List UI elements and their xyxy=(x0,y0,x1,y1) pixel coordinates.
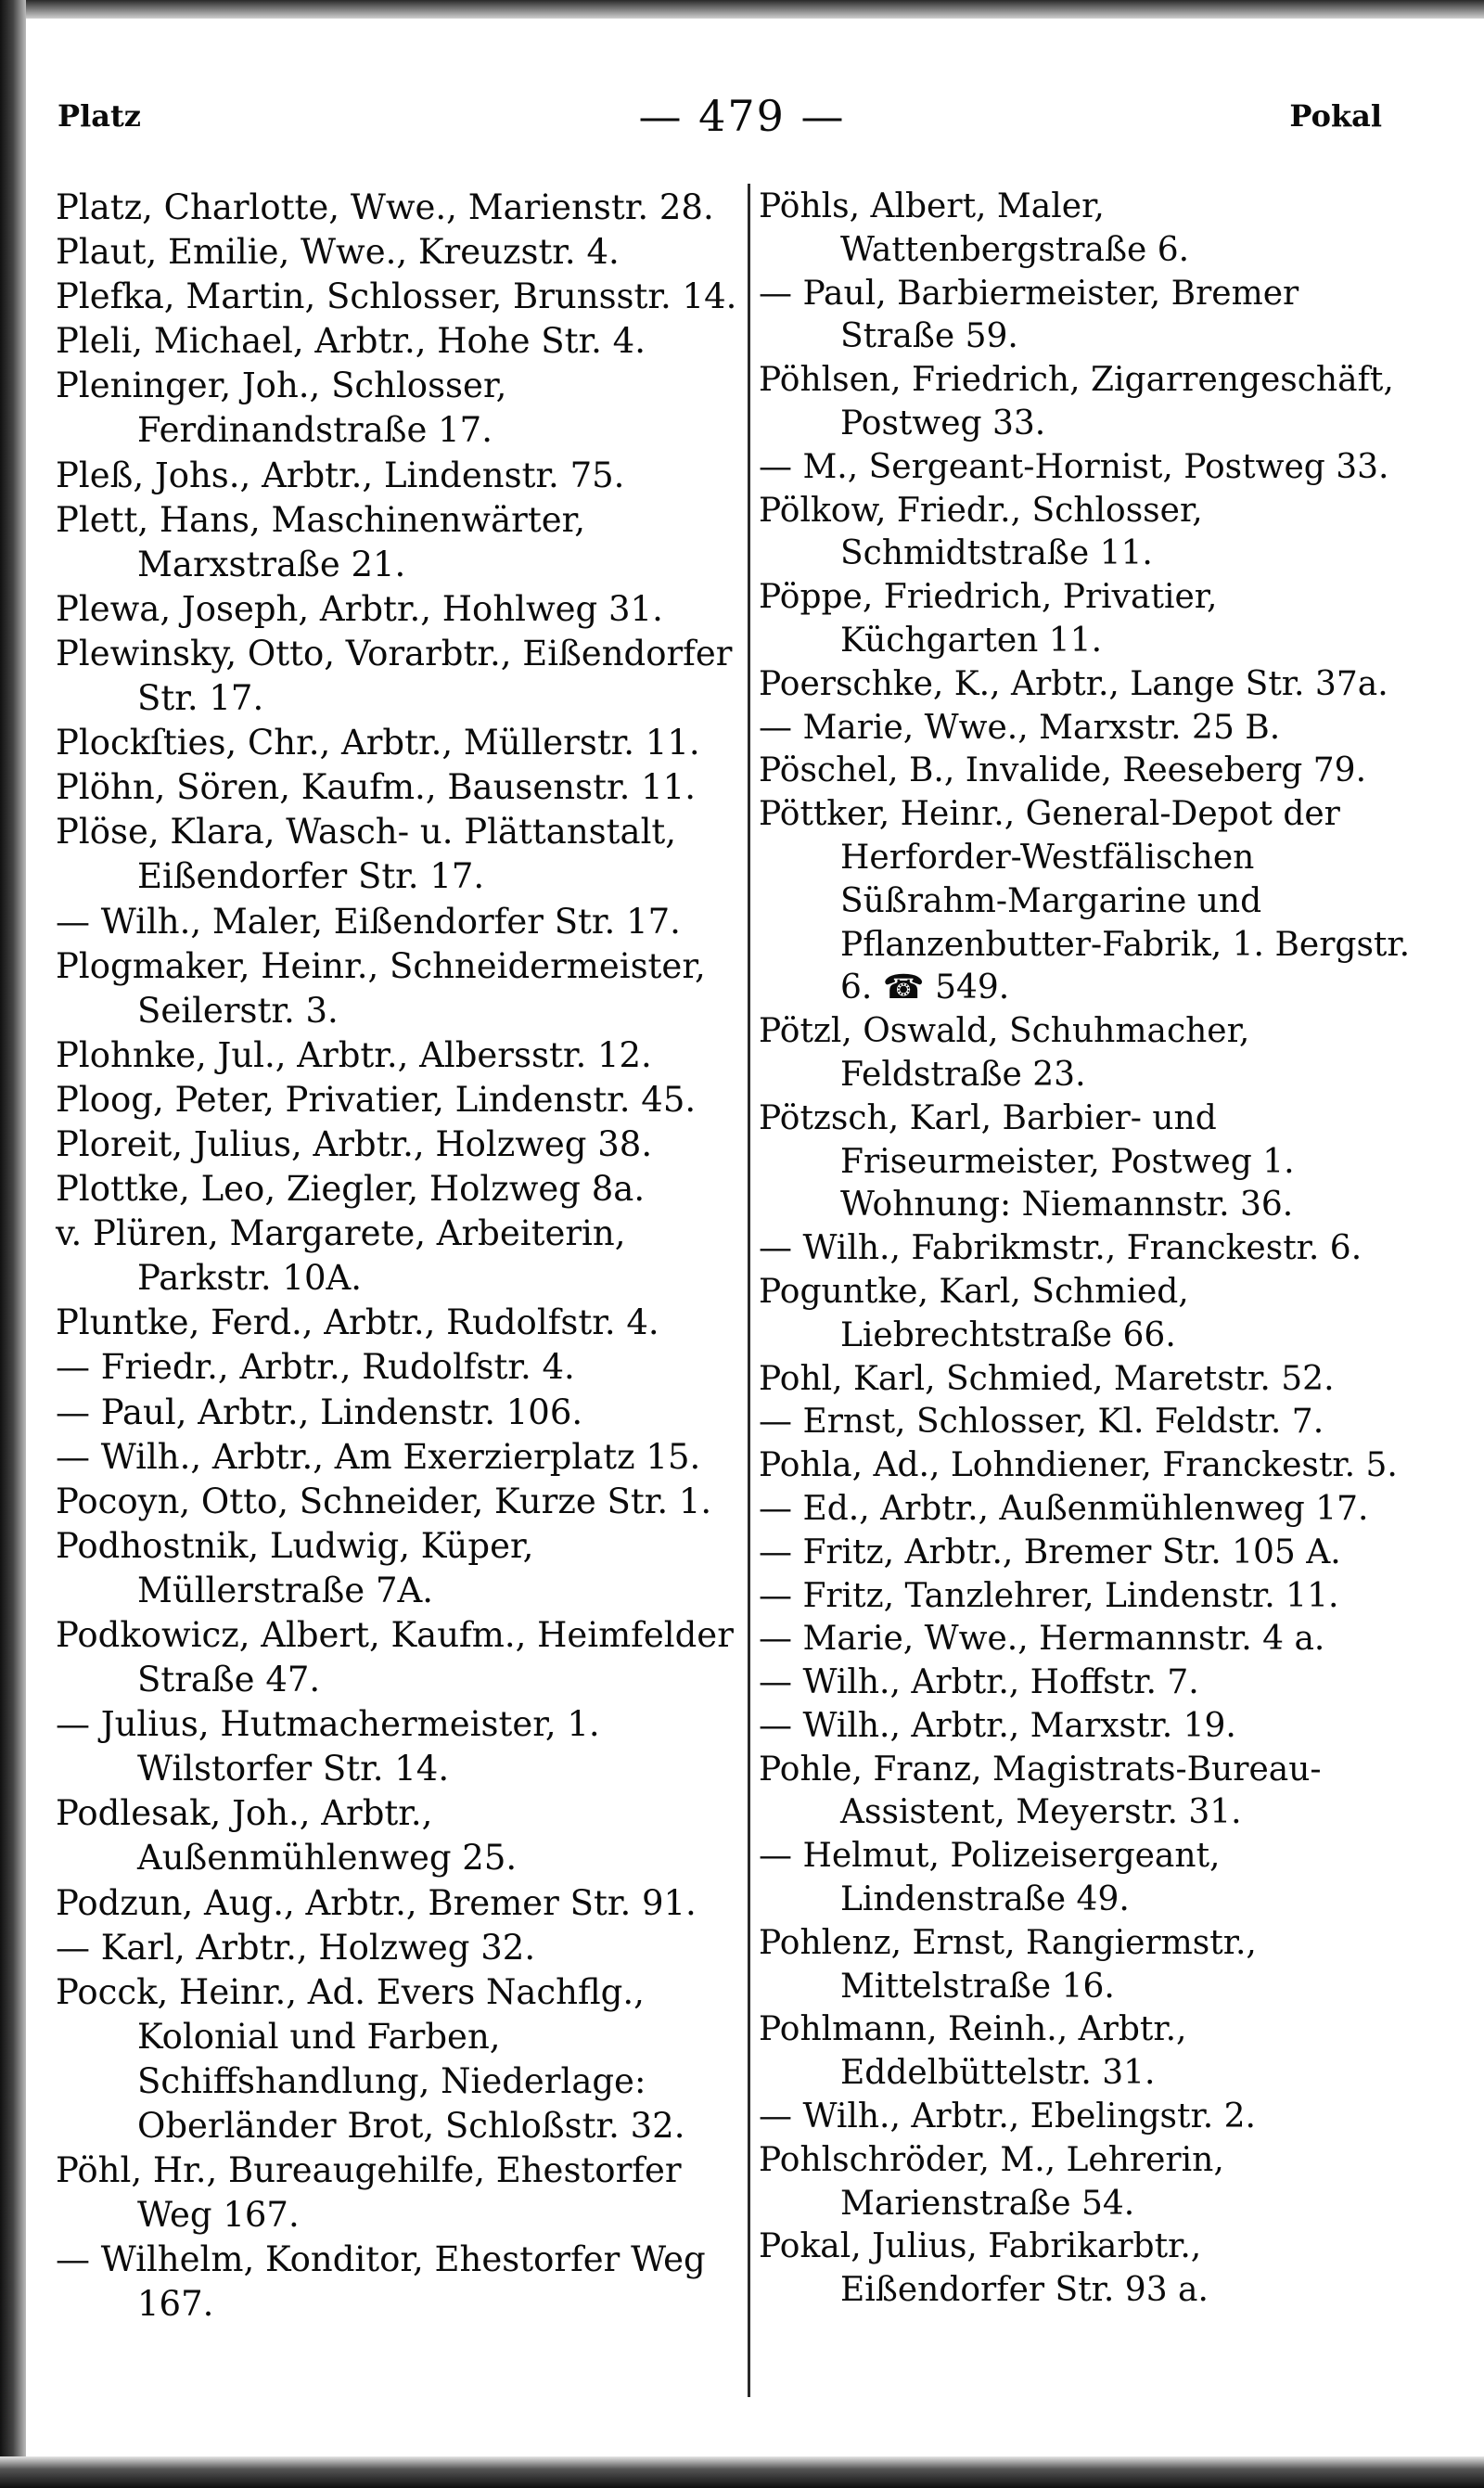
directory-entry: — Ernst, Schlosser, Kl. Feldstr. 7. xyxy=(759,1403,1324,1442)
scan-edge-bottom xyxy=(0,2456,1484,2488)
directory-entry: — Fritz, Arbtr., Bremer Str. 105 A. xyxy=(759,1533,1341,1571)
directory-entry: Pocoyn, Otto, Schneider, Kurze Str. 1. xyxy=(56,1481,712,1521)
right-column xyxy=(759,186,1413,2313)
directory-entry: Pocck, Heinr., Ad. Evers Nachflg., Kolonial und Farben, Schiffshandlung, Niederlage: Oberländer Brot, Schloßstr. 32. xyxy=(56,1971,685,2147)
directory-entry: Platz, Charlotte, Wwe., Marienstr. 28. xyxy=(56,187,714,227)
directory-entry: Pölkow, Friedr., Schlosser, Schmidtstraße 11. xyxy=(759,491,1203,573)
directory-entry: Plaut, Emilie, Wwe., Kreuzstr. 4. xyxy=(56,232,620,273)
directory-entry: Pleninger, Joh., Schlosser, Ferdinandstraße 17. xyxy=(56,366,507,451)
directory-entry: Pöppe, Friedrich, Privatier, Küchgarten 11. xyxy=(759,578,1218,660)
directory-entry: Pöttker, Heinr., General-Depot der Herforder-Westfälischen Süßrahm-Margarine und Pflanzenbutter-Fabrik, 1. Bergstr. 6. ☎ 549. xyxy=(759,795,1411,1007)
directory-entry: — Wilhelm, Konditor, Ehestorfer Weg 167. xyxy=(56,2239,706,2325)
directory-entry: Plohnke, Jul., Arbtr., Albersstr. 12. xyxy=(56,1034,652,1075)
directory-entry: Podhostnik, Ludwig, Küper, Müllerstraße 7A. xyxy=(56,1525,534,1610)
directory-entry: Poguntke, Karl, Schmied, Liebrechtstraße 66. xyxy=(759,1272,1189,1354)
directory-entry: — M., Sergeant-Hornist, Postweg 33. xyxy=(759,447,1389,486)
page-header xyxy=(0,0,1484,176)
header-right-term: Pokal xyxy=(1289,98,1382,134)
directory-entry: Plett, Hans, Maschinenwärter, Marxstraße 21. xyxy=(56,499,585,584)
directory-entry: Pohla, Ad., Lohndiener, Franckestr. 5. xyxy=(759,1446,1398,1485)
directory-entry: — Wilh., Arbtr., Ebelingstr. 2. xyxy=(759,2097,1256,2136)
directory-entry: — Wilh., Arbtr., Hoffstr. 7. xyxy=(759,1663,1199,1702)
directory-entry: — Paul, Arbtr., Lindenstr. 106. xyxy=(56,1391,583,1432)
directory-entry: — Wilh., Maler, Eißendorfer Str. 17. xyxy=(56,901,681,942)
directory-entry: — Ed., Arbtr., Außenmühlenweg 17. xyxy=(759,1489,1369,1528)
directory-entry: — Friedr., Arbtr., Rudolfstr. 4. xyxy=(56,1347,575,1388)
left-column xyxy=(56,186,742,2328)
page-number: — 479 — xyxy=(638,91,846,141)
directory-entry: Plöse, Klara, Wasch- u. Plättanstalt, Eißendorfer Str. 17. xyxy=(56,812,677,897)
directory-entry: Poerschke, K., Arbtr., Lange Str. 37a. xyxy=(759,664,1388,703)
directory-entry: — Helmut, Polizeisergeant, Lindenstraße 49. xyxy=(759,1837,1221,1919)
directory-entry: Pöhls, Albert, Maler, Wattenbergstraße 6. xyxy=(759,187,1190,269)
directory-entry: Pöschel, B., Invalide, Reeseberg 79. xyxy=(759,751,1367,790)
directory-entry: Plottke, Leo, Ziegler, Holzweg 8a. xyxy=(56,1169,646,1210)
directory-entry: Pötzl, Oswald, Schuhmacher, Feldstraße 23. xyxy=(759,1012,1250,1094)
directory-entry: Ploreit, Julius, Arbtr., Holzweg 38. xyxy=(56,1123,653,1164)
directory-entry: Pokal, Julius, Fabrikarbtr., Eißendorfer Str. 93 a. xyxy=(759,2227,1209,2310)
directory-entry: v. Plüren, Margarete, Arbeiterin, Parkstr. 10A. xyxy=(56,1213,626,1299)
directory-entry: Pohlenz, Ernst, Rangiermstr., Mittelstraße 16. xyxy=(759,1923,1257,2006)
directory-entry: Pluntke, Ferd., Arbtr., Rudolfstr. 4. xyxy=(56,1302,659,1343)
header-left-term: Platz xyxy=(58,98,141,134)
directory-entry: Plewinsky, Otto, Vorarbtr., Eißendorfer Str. 17. xyxy=(56,633,733,719)
directory-entry: Pohl, Karl, Schmied, Maretstr. 52. xyxy=(759,1359,1335,1398)
directory-entry: Pohlmann, Reinh., Arbtr., Eddelbüttelstr. 31. xyxy=(759,2010,1187,2093)
directory-entry: Pleli, Michael, Arbtr., Hohe Str. 4. xyxy=(56,321,646,362)
directory-entry: Podlesak, Joh., Arbtr., Außenmühlenweg 25. xyxy=(56,1793,518,1879)
column-divider xyxy=(748,184,750,2397)
directory-entry: — Paul, Barbiermeister, Bremer Straße 59. xyxy=(759,274,1299,356)
directory-entry: Pötzsch, Karl, Barbier- und Friseurmeister, Postweg 1. Wohnung: Niemannstr. 36. xyxy=(759,1098,1295,1225)
directory-entry: Pohlschröder, M., Lehrerin, Marienstraße 54. xyxy=(759,2140,1224,2223)
directory-entry: Pöhlsen, Friedrich, Zigarrengeschäft, Postweg 33. xyxy=(759,361,1394,442)
directory-entry: — Wilh., Arbtr., Marxstr. 19. xyxy=(759,1706,1236,1745)
directory-entry: Ploog, Peter, Privatier, Lindenstr. 45. xyxy=(56,1079,697,1120)
directory-entry: Plöhn, Sören, Kaufm., Bausenstr. 11. xyxy=(56,767,696,808)
directory-entry: — Wilh., Fabrikmstr., Franckestr. 6. xyxy=(759,1229,1362,1268)
directory-entry: Podkowicz, Albert, Kaufm., Heimfelder Straße 47. xyxy=(56,1615,734,1700)
directory-entry: Plockſties, Chr., Arbtr., Müllerstr. 11. xyxy=(56,723,700,763)
directory-entry: — Marie, Wwe., Hermannstr. 4 a. xyxy=(759,1620,1325,1659)
directory-entry: Plogmaker, Heinr., Schneidermeister, Seilerstr. 3. xyxy=(56,945,706,1031)
scan-edge-left xyxy=(0,0,26,2488)
directory-entry: Pleß, Johs., Arbtr., Lindenstr. 75. xyxy=(56,455,625,495)
directory-entry: Podzun, Aug., Arbtr., Bremer Str. 91. xyxy=(56,1882,697,1923)
directory-entry: — Fritz, Tanzlehrer, Lindenstr. 11. xyxy=(759,1576,1339,1615)
directory-entry: Plefka, Martin, Schlosser, Brunsstr. 14. xyxy=(56,276,737,317)
directory-entry: — Marie, Wwe., Marxstr. 25 B. xyxy=(759,708,1281,747)
directory-entry: Pohle, Franz, Magistrats-Bureau-Assistent, Meyerstr. 31. xyxy=(759,1750,1322,1832)
directory-entry: — Julius, Hutmachermeister, 1. Wilstorfer Str. 14. xyxy=(56,1704,600,1789)
directory-entry: Plewa, Joseph, Arbtr., Hohlweg 31. xyxy=(56,588,663,629)
directory-entry: — Wilh., Arbtr., Am Exerzierplatz 15. xyxy=(56,1436,701,1477)
directory-entry: Pöhl, Hr., Bureaugehilfe, Ehestorfer Weg 167. xyxy=(56,2150,682,2236)
directory-entry: — Karl, Arbtr., Holzweg 32. xyxy=(56,1927,536,1968)
